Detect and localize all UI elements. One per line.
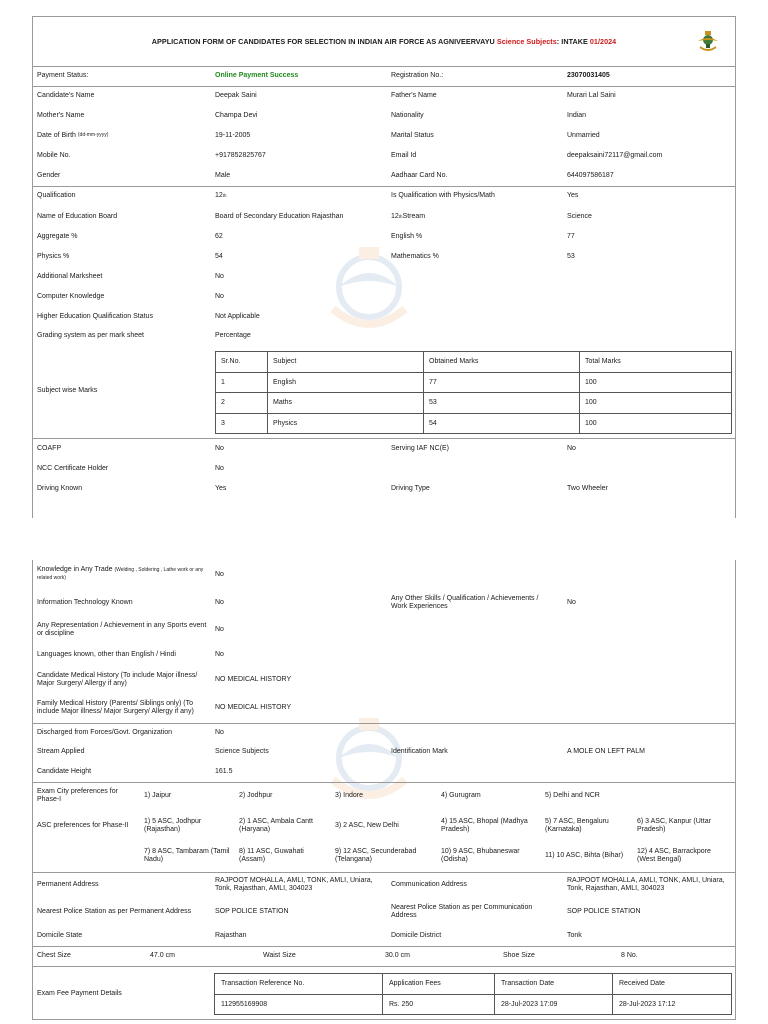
it-known-label: Information Technology Known — [37, 598, 133, 606]
row-discharged — [33, 723, 735, 743]
coafp-value: No — [215, 444, 224, 452]
row-coafp — [33, 439, 735, 459]
stream-12-label-rest: Stream — [402, 212, 426, 220]
grading-value: Percentage — [215, 331, 251, 339]
discharged-value: No — [215, 728, 224, 736]
table-cell: 77 — [424, 372, 580, 393]
row-domicile — [33, 926, 735, 946]
mobile-value: +917852825767 — [215, 151, 266, 159]
row-stream-applied — [33, 742, 735, 762]
height-label: Candidate Height — [37, 767, 92, 775]
row-physics — [33, 247, 735, 267]
board-label: Name of Education Board — [37, 212, 118, 220]
row-grading — [33, 326, 735, 346]
row-mother — [33, 106, 735, 126]
marital-status-value: Unmarried — [567, 131, 600, 139]
payment-status-label: Payment Status: — [37, 71, 89, 79]
row-aggregate — [33, 227, 735, 247]
father-name-value: Murari Lal Saini — [567, 91, 616, 99]
row-address — [33, 872, 735, 898]
table-cell: 1 — [216, 372, 268, 393]
row-names — [33, 86, 735, 106]
shoe-label: Shoe Size — [503, 951, 535, 959]
exam-city-label: Exam City preferences for Phase-I — [37, 787, 118, 803]
qual-phy-math-value: Yes — [567, 191, 579, 199]
dob-label — [37, 126, 108, 146]
higher-edu-label: Higher Education Qualification Status — [37, 312, 153, 320]
other-skills-label: Any Other Skills / Qualification / Achievements / Work Experiences — [391, 594, 539, 610]
dob-label-text: Date of Birth — [37, 131, 76, 139]
languages-label: Languages known, other than English / Hindi — [37, 650, 176, 658]
registration-value: 23070031405 — [567, 71, 610, 79]
candidate-name-label: Candidate's Name — [37, 91, 95, 99]
permanent-address-label: Permanent Address — [37, 880, 99, 888]
table-cell: 112955169908 — [215, 994, 383, 1015]
asc-item: 12) 4 ASC, Barrackpore (West Bengal) — [637, 847, 711, 863]
qualification-value — [215, 186, 227, 206]
table-cell: 28-Jul-2023 17:12 — [613, 994, 732, 1015]
stream-applied-label: Stream Applied — [37, 747, 85, 755]
chest-value: 47.0 cm — [150, 951, 175, 959]
trade-label-text: Knowledge in Any Trade — [37, 566, 113, 573]
sports-value: No — [215, 625, 224, 633]
stream-12-label-base: 12 — [391, 212, 399, 220]
maths-pct-value: 53 — [567, 252, 575, 260]
row-asc-1 — [33, 812, 735, 840]
table-header: Total Marks — [580, 352, 732, 373]
row-additional-marksheet — [33, 267, 735, 287]
mother-name-value: Champa Devi — [215, 111, 258, 119]
table-header: Subject — [268, 352, 424, 373]
computer-knowledge-value: No — [215, 292, 224, 300]
exam-city-item: 3) Indore — [335, 791, 364, 799]
driving-type-value: Two Wheeler — [567, 484, 608, 492]
driving-type-label: Driving Type — [391, 484, 430, 492]
table-cell: English — [268, 372, 424, 393]
asc-item: 3) 2 ASC, New Delhi — [335, 821, 399, 829]
medical-label: Candidate Medical History (To include Major illness/ Major Surgery/ Allergy if any) — [37, 671, 198, 687]
fees-label: Exam Fee Payment Details — [37, 989, 122, 997]
asc-item: 5) 7 ASC, Bengaluru (Karnataka) — [545, 817, 609, 833]
row-computer-knowledge — [33, 287, 735, 307]
form-page-2 — [32, 560, 736, 1020]
driving-known-label: Driving Known — [37, 484, 83, 492]
table-cell: 3 — [216, 413, 268, 434]
english-pct-label: English % — [391, 232, 423, 240]
exam-city-item: 5) Delhi and NCR — [545, 791, 600, 799]
ncc-label: NCC Certificate Holder — [37, 464, 109, 472]
title-intake-label: : INTAKE — [556, 37, 588, 46]
table-cell: 100 — [580, 372, 732, 393]
serving-iaf-value: No — [567, 444, 576, 452]
row-height — [33, 762, 735, 782]
asc-item: 6) 3 ASC, Kanpur (Uttar Pradesh) — [637, 817, 711, 833]
chest-label: Chest Size — [37, 951, 71, 959]
title-subject-text: Science Subjects — [496, 37, 557, 46]
subject-marks-label: Subject wise Marks — [37, 386, 98, 394]
family-medical-label: Family Medical History (Parents/ Siblings only) (To include Major illness/ Major Surgery/ Allergy if any) — [37, 699, 194, 715]
nationality-value: Indian — [567, 111, 587, 119]
physics-pct-value: 54 — [215, 252, 223, 260]
father-name-label: Father's Name — [391, 91, 437, 99]
row-ncc — [33, 459, 735, 479]
medical-value: NO MEDICAL HISTORY — [215, 675, 292, 683]
asc-item: 2) 1 ASC, Ambala Cantt (Haryana) — [239, 817, 313, 833]
maths-pct-label: Mathematics % — [391, 252, 439, 260]
table-cell: 2 — [216, 393, 268, 414]
gender-label: Gender — [37, 171, 61, 179]
domicile-district-value: Tonk — [567, 931, 582, 939]
domicile-district-label: Domicile District — [391, 931, 442, 939]
waist-label: Waist Size — [263, 951, 296, 959]
dob-value: 19-11-2005 — [215, 131, 251, 139]
email-label: Email Id — [391, 151, 417, 159]
languages-value: No — [215, 650, 224, 658]
qualification-value-base: 12 — [215, 191, 223, 199]
fees-table — [214, 973, 732, 1015]
row-body-sizes — [33, 946, 735, 966]
exam-city-item: 2) Jodhpur — [239, 791, 273, 799]
payment-status-value: Online Payment Success — [215, 71, 299, 79]
marital-status-label: Marital Status — [391, 131, 434, 139]
row-contact — [33, 146, 735, 166]
driving-known-value: Yes — [215, 484, 227, 492]
stream-12-label-sup: th — [398, 214, 403, 220]
table-cell: 100 — [580, 393, 732, 414]
waist-value: 30.0 cm — [385, 951, 410, 959]
permanent-address-value: RAJPOOT MOHALLA, AMLI, TONK, AMLI, Uniara, Tonk, Rajasthan, AMLI, 304023 — [215, 876, 373, 892]
row-exam-city — [33, 782, 735, 810]
aggregate-value: 62 — [215, 232, 223, 240]
additional-marksheet-label: Additional Marksheet — [37, 272, 103, 280]
asc-item: 4) 15 ASC, Bhopal (Madhya Pradesh) — [441, 817, 528, 833]
asc-item: 10) 9 ASC, Bhubaneswar (Odisha) — [441, 847, 520, 863]
row-payment-status — [33, 66, 735, 86]
height-value: 161.5 — [215, 767, 233, 775]
table-header: Transaction Date — [495, 974, 613, 995]
row-languages — [33, 644, 735, 666]
asc-item: 1) 5 ASC, Jodhpur (Rajasthan) — [144, 817, 202, 833]
mother-name-label: Mother's Name — [37, 111, 85, 119]
it-known-value: No — [215, 598, 224, 606]
table-cell: Physics — [268, 413, 424, 434]
asc-label: ASC preferences for Phase-II — [37, 821, 129, 829]
table-header: Transaction Reference No. — [215, 974, 383, 995]
trade-label — [37, 560, 207, 590]
other-skills-value: No — [567, 598, 576, 606]
police-comm-value: SOP POLICE STATION — [567, 907, 641, 915]
aggregate-label: Aggregate % — [37, 232, 78, 240]
form-header — [33, 17, 735, 67]
row-driving — [33, 479, 735, 499]
stream-12-value: Science — [567, 212, 592, 220]
table-cell: 53 — [424, 393, 580, 414]
trade-label-small: (Welding , Soldering , Lathe work or any related work) — [37, 567, 204, 582]
english-pct-value: 77 — [567, 232, 575, 240]
discharged-label: Discharged from Forces/Govt. Organization — [37, 728, 172, 736]
row-medical — [33, 666, 735, 694]
row-police — [33, 898, 735, 926]
family-medical-value: NO MEDICAL HISTORY — [215, 703, 292, 711]
stream-applied-value: Science Subjects — [215, 747, 269, 755]
communication-address-value: RAJPOOT MOHALLA, AMLI, TONK, AMLI, Uniara, Tonk, Rajasthan, AMLI, 304023 — [567, 876, 725, 892]
registration-label: Registration No.: — [391, 71, 444, 79]
stream-12-label — [391, 207, 425, 227]
table-row — [216, 372, 732, 393]
grading-label: Grading system as per mark sheet — [37, 331, 144, 339]
physics-pct-label: Physics % — [37, 252, 70, 260]
row-higher-education — [33, 307, 735, 327]
form-page-1 — [32, 16, 736, 518]
sports-label: Any Representation / Achievement in any Sports event or discipline — [37, 621, 207, 637]
shoe-value: 8 No. — [621, 951, 638, 959]
additional-marksheet-value: No — [215, 272, 224, 280]
table-row — [215, 994, 732, 1015]
ncc-value: No — [215, 464, 224, 472]
row-sports — [33, 616, 735, 644]
table-header: Received Date — [613, 974, 732, 995]
police-permanent-value: SOP POLICE STATION — [215, 907, 289, 915]
police-comm-label: Nearest Police Station as per Communication Address — [391, 903, 533, 919]
table-header-row — [216, 352, 732, 373]
row-family-medical — [33, 694, 735, 722]
nationality-label: Nationality — [391, 111, 424, 119]
subject-marks-table — [215, 351, 732, 434]
divider — [33, 966, 735, 967]
row-board — [33, 207, 735, 227]
table-header-row — [215, 974, 732, 995]
police-permanent-label: Nearest Police Station as per Permanent Address — [37, 907, 192, 915]
row-dob — [33, 126, 735, 146]
aadhaar-label: Aadhaar Card No. — [391, 171, 448, 179]
board-value: Board of Secondary Education Rajasthan — [215, 212, 344, 220]
exam-city-item: 4) Gurugram — [441, 791, 481, 799]
table-row — [216, 393, 732, 414]
row-trade — [33, 560, 735, 590]
table-cell: 28-Jul-2023 17:09 — [495, 994, 613, 1015]
iaf-crest-icon — [697, 31, 719, 53]
table-header: Obtained Marks — [424, 352, 580, 373]
trade-value: No — [215, 570, 224, 578]
serving-iaf-label: Serving IAF NC(E) — [391, 444, 449, 452]
qualification-label: Qualification — [37, 191, 76, 199]
aadhaar-value: 644097586187 — [567, 171, 614, 179]
candidate-name-value: Deepak Saini — [215, 91, 257, 99]
computer-knowledge-label: Computer Knowledge — [37, 292, 105, 300]
domicile-state-label: Domicile State — [37, 931, 83, 939]
communication-address-label: Communication Address — [391, 880, 467, 888]
qualification-value-sup: th — [222, 193, 227, 199]
asc-item: 9) 12 ASC, Secunderabad (Telangana) — [335, 847, 417, 863]
gender-value: Male — [215, 171, 231, 179]
dob-format: (dd-mm-yyyy) — [77, 132, 109, 139]
asc-item: 8) 11 ASC, Guwahati (Assam) — [239, 847, 304, 863]
table-header: Sr.No. — [216, 352, 268, 373]
form-title — [152, 37, 616, 46]
table-cell: 54 — [424, 413, 580, 434]
mobile-label: Mobile No. — [37, 151, 71, 159]
row-qualification — [33, 186, 735, 206]
table-cell: 100 — [580, 413, 732, 434]
domicile-state-value: Rajasthan — [215, 931, 247, 939]
table-header: Application Fees — [383, 974, 495, 995]
title-main-text: APPLICATION FORM OF CANDIDATES FOR SELECTION IN INDIAN AIR FORCE AS AGNIVEERVAYU — [151, 37, 495, 46]
identification-label: Identification Mark — [391, 747, 448, 755]
table-row — [216, 413, 732, 434]
title-intake-value: 01/2024 — [589, 37, 617, 46]
qual-phy-math-label: Is Qualification with Physics/Math — [391, 191, 495, 199]
row-asc-2 — [33, 842, 735, 870]
row-it-known — [33, 590, 735, 616]
higher-edu-value: Not Applicable — [215, 312, 260, 320]
table-cell: Rs. 250 — [383, 994, 495, 1015]
table-cell: Maths — [268, 393, 424, 414]
asc-item: 11) 10 ASC, Bihta (Bihar) — [545, 851, 624, 859]
asc-item: 7) 8 ASC, Tambaram (Tamil Nadu) — [144, 847, 230, 863]
email-value: deepaksaini72117@gmail.com — [567, 151, 663, 159]
exam-city-item: 1) Jaipur — [144, 791, 172, 799]
row-gender — [33, 166, 735, 186]
identification-value: A MOLE ON LEFT PALM — [567, 747, 645, 755]
coafp-label: COAFP — [37, 444, 62, 452]
